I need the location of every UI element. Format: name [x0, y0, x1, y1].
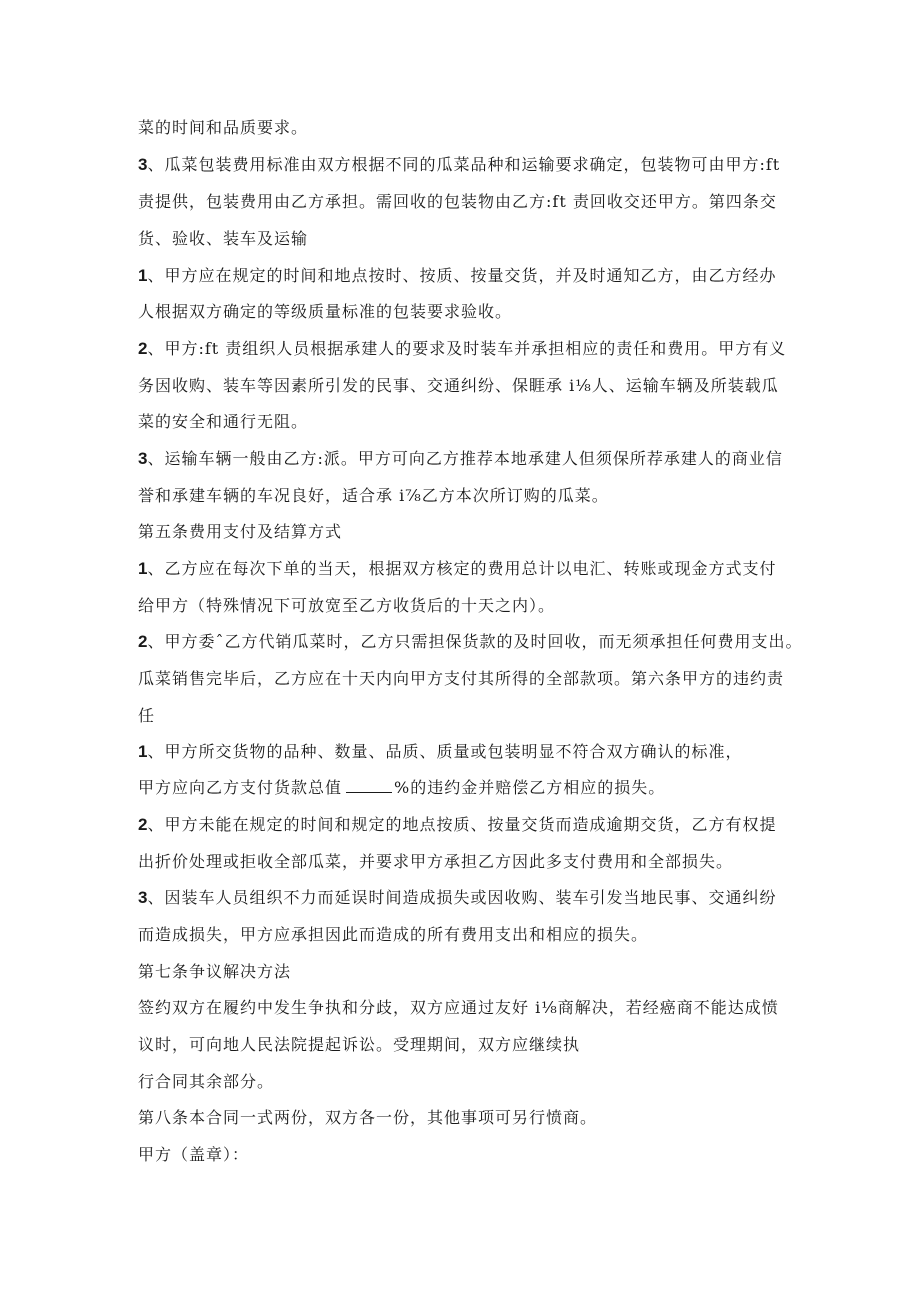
text-line: 2、甲方未能在规定的时间和规定的地点按质、按量交货而造成逾期交货，乙方有权提 — [138, 815, 777, 834]
text-line: 务因收购、装车等因素所引发的民事、交通纠纷、保睚承 i⅛人、运输车辆及所装载瓜 — [138, 376, 779, 395]
signature-line: 甲方（盖章）： — [138, 1145, 250, 1164]
text-line: 人根据双方确定的等级质量标准的包装要求验收。 — [138, 302, 513, 321]
section-heading: 第五条费用支付及结算方式 — [138, 522, 343, 541]
text-line: 1、乙方应在每次下单的当天，根据双方核定的费用总计以电汇、转账或现金方式支付 — [138, 559, 777, 578]
text-line: 而造成损失，甲方应承担因此而造成的所有费用支出和相应的损失。 — [138, 925, 649, 944]
text-line: 任 — [138, 706, 156, 725]
text-line: 1、甲方应在规定的时间和地点按时、按质、按量交货，并及时通知乙方，由乙方经办 — [138, 266, 777, 285]
text-line: 3、瓜菜包装费用标准由双方根据不同的瓜菜品种和运输要求确定，包装物可由甲方:ft — [138, 155, 781, 174]
text-line: 菜的安全和通行无阻。 — [138, 412, 309, 431]
text-line: 责提供，包装费用由乙方承担。需回收的包装物由乙方:ft 责回收交还甲方。第四条交 — [138, 192, 777, 211]
text-line: 行合同其余部分。 — [138, 1072, 275, 1091]
text-line: 誉和承建车辆的车况良好，适合承 i⅞乙方本次所订购的瓜菜。 — [138, 486, 609, 505]
text-line: 甲方应向乙方支付货款总值 %的违约金并赔偿乙方相应的损失。 — [138, 778, 666, 797]
text-line: 货、验收、装车及运输 — [138, 229, 309, 248]
text-line: 签约双方在履约中发生争执和分歧，双方应通过友好 i⅛商解决，若经癌商不能达成愤 — [138, 998, 779, 1017]
text-line: 菜的时间和品质要求。 — [138, 118, 309, 137]
text-line: 3、因装车人员组织不力而延误时间造成损失或因收购、装车引发当地民事、交通纠纷 — [138, 888, 777, 907]
text-line: 给甲方（特殊情况下可放宽至乙方收货后的十天之内）。 — [138, 596, 556, 615]
fill-in-blank — [346, 778, 392, 793]
text-line: 2、甲方委ˆ乙方代销瓜菜时，乙方只需担保货款的及时回收，而无须承担任何费用支出。 — [138, 632, 803, 651]
text-line: 3、运输车辆一般由乙方:派。甲方可向乙方推荐本地承建人但须保所荐承建人的商业信 — [138, 449, 783, 468]
section-heading: 第八条本合同一式两份，双方各一份，其他事项可另行愤商。 — [138, 1108, 598, 1127]
text-line: 1、甲方所交货物的品种、数量、品质、质量或包装明显不符合双方确认的标准， — [138, 742, 743, 761]
text-line: 瓜菜销售完毕后，乙方应在十天内向甲方支付其所得的全部款项。第六条甲方的违约责 — [138, 669, 785, 688]
text-line: 议时，可向地人民法院提起诉讼。受理期间，双方应继续执 — [138, 1035, 581, 1054]
section-heading: 第七条争议解决方法 — [138, 962, 292, 981]
text-line: 2、甲方:ft 责组织人员根据承建人的要求及时装车并承担相应的责任和费用。甲方有义 — [138, 339, 787, 358]
text-line: 出折价处理或拒收全部瓜菜，并要求甲方承担乙方因此多支付费用和全部损失。 — [138, 852, 734, 871]
